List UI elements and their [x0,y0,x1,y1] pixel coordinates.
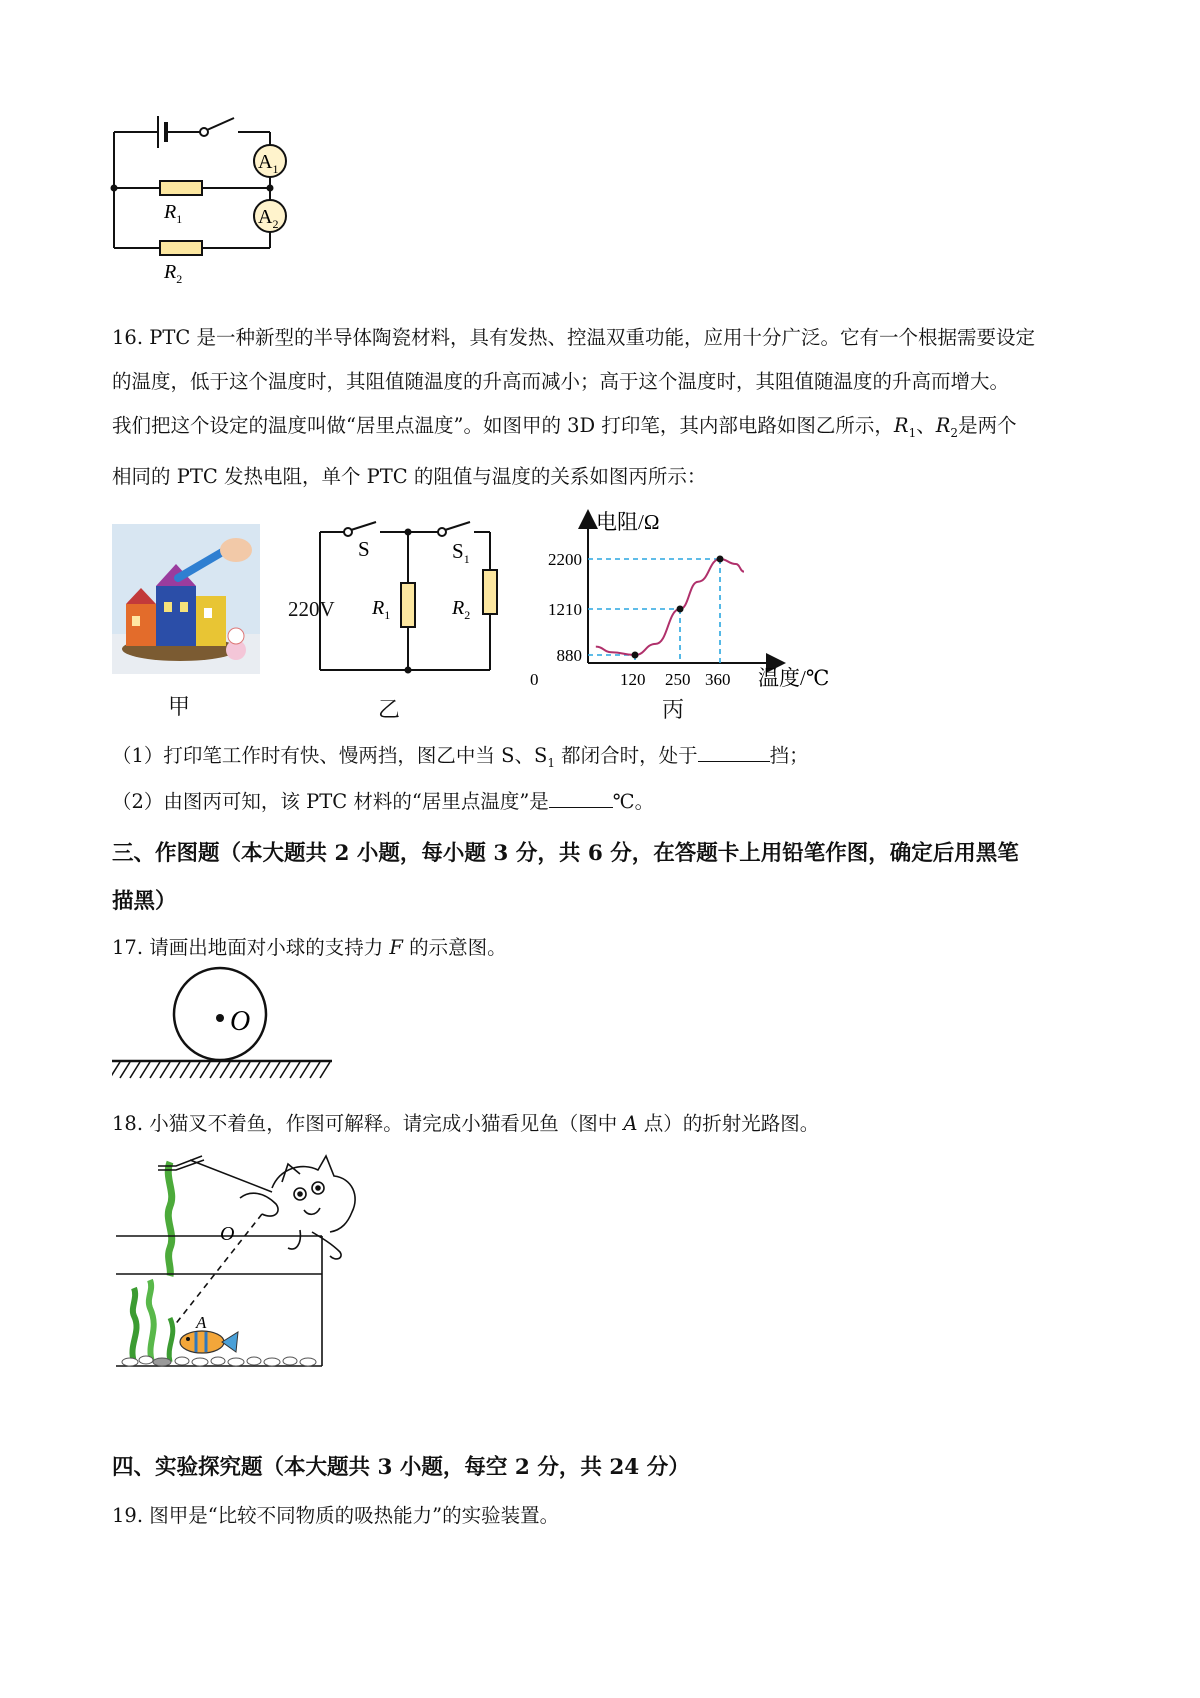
q19-text: 19. 图甲是“比较不同物质的吸热能力”的实验装置。 [112,1504,560,1527]
ground-hatch-line [280,1062,290,1078]
ground-hatch-line [270,1062,280,1078]
ground-hatch-line [220,1062,230,1078]
3d-pen-image [112,524,260,674]
ground-hatch-line [260,1062,270,1078]
data-point-1 [677,606,684,613]
cat-icon [240,1156,355,1259]
ground-hatch-line [200,1062,210,1078]
ground-hatch-line [170,1062,180,1078]
a2-label: $A_2$ [258,206,279,231]
switch-s-label: S [358,537,370,561]
ground-hatch-line [130,1062,140,1078]
point-a-label: A [196,1313,207,1332]
point-o-label: O [220,1223,235,1245]
x-tick-label: 250 [665,670,691,689]
q16-number: 16. [112,326,144,349]
ground-hatch-line [240,1062,250,1078]
center-o-label: O [230,1006,251,1037]
answer-blank-2[interactable] [549,787,613,808]
q16-sub1: （1）打印笔工作时有快、慢两挡，图乙中当 S、$S_1$ 都闭合时，处于 挡； [112,740,809,770]
resistance-curve [596,559,744,655]
ground-hatch-line [112,1062,120,1078]
q16-text: 16. PTC 是一种新型的半导体陶瓷材料，具有发热、控温双重功能，应用十分广泛。它有一个根据需要设定 的温度，低于这个温度时，其阻值随温度的升高而减小；高于这个温度时，其阻值随温度的升高而增大。 我们把这个设定的温度叫做“居里点温度”。如图甲的 3D 打印笔，其内部电路如图乙所示，$R_1$、$R_2$是两个 相同的 PTC 发热电阻，单个 PTC 的阻值与温度的关系如图丙所示： [112,326,1035,488]
y-tick-label: 2200 [548,550,582,569]
pen-circuit-diagram [280,518,515,693]
fish-icon [180,1331,238,1353]
data-point-0 [632,652,639,659]
ball-on-ground-diagram [112,966,337,1086]
r1-label: $R_1$ [164,201,183,226]
ground-hatch-line [210,1062,220,1078]
x-axis-title: 温度/℃ [758,666,830,690]
ground-hatch-line [310,1062,320,1078]
ptc-resistance-chart [530,505,850,700]
ground-hatch-line [290,1062,300,1078]
r2-label: $R_2$ [452,597,471,622]
y-axis-title: 电阻/Ω [596,510,660,534]
switch-s1-label: $S_1$ [452,539,470,566]
ground-hatch-line [150,1062,160,1078]
y-tick-label: 1210 [548,600,582,619]
q18-text: 18. 小猫叉不着鱼，作图可解释。请完成小猫看见鱼（图中 A 点）的折射光路图。 [112,1112,820,1135]
ground-hatch-line [320,1062,330,1078]
ground-hatch-line [230,1062,240,1078]
origin-label: 0 [530,670,539,689]
ground-hatch-line [180,1062,190,1078]
caption-bing: 丙 [662,698,685,723]
answer-blank-1[interactable] [698,741,770,762]
section-4-heading: 四、实验探究题（本大题共 3 小题，每空 2 分，共 24 分） [112,1455,690,1480]
q17-text: 17. 请画出地面对小球的支持力 F 的示意图。 [112,936,507,959]
y-tick-label: 880 [556,646,582,665]
x-tick-label: 120 [620,670,646,689]
section-3-heading: 三、作图题（本大题共 2 小题，每小题 3 分，共 6 分，在答题卡上用铅笔作图，确定后用黑笔 描黑） [112,841,1019,914]
ground-hatch-line [190,1062,200,1078]
caption-jia: 甲 [168,695,191,720]
x-tick-label: 360 [705,670,731,689]
a1-label: $A_1$ [258,151,279,176]
ground-hatch-line [140,1062,150,1078]
r2-label: $R_2$ [164,261,183,286]
q16-sub2: （2）由图丙可知，该 PTC 材料的“居里点温度”是 ℃。 [112,786,654,814]
caption-yi: 乙 [378,698,401,723]
voltage-label: 220V [288,597,335,621]
data-point-2 [717,556,724,563]
ground-hatch-line [120,1062,130,1078]
ground-hatch-line [160,1062,170,1078]
ground-hatch-line [300,1062,310,1078]
r1-label: $R_1$ [372,597,391,622]
ground-hatch-line [250,1062,260,1078]
cat-fish-diagram [112,1148,412,1378]
q15-circuit-diagram [100,100,320,300]
